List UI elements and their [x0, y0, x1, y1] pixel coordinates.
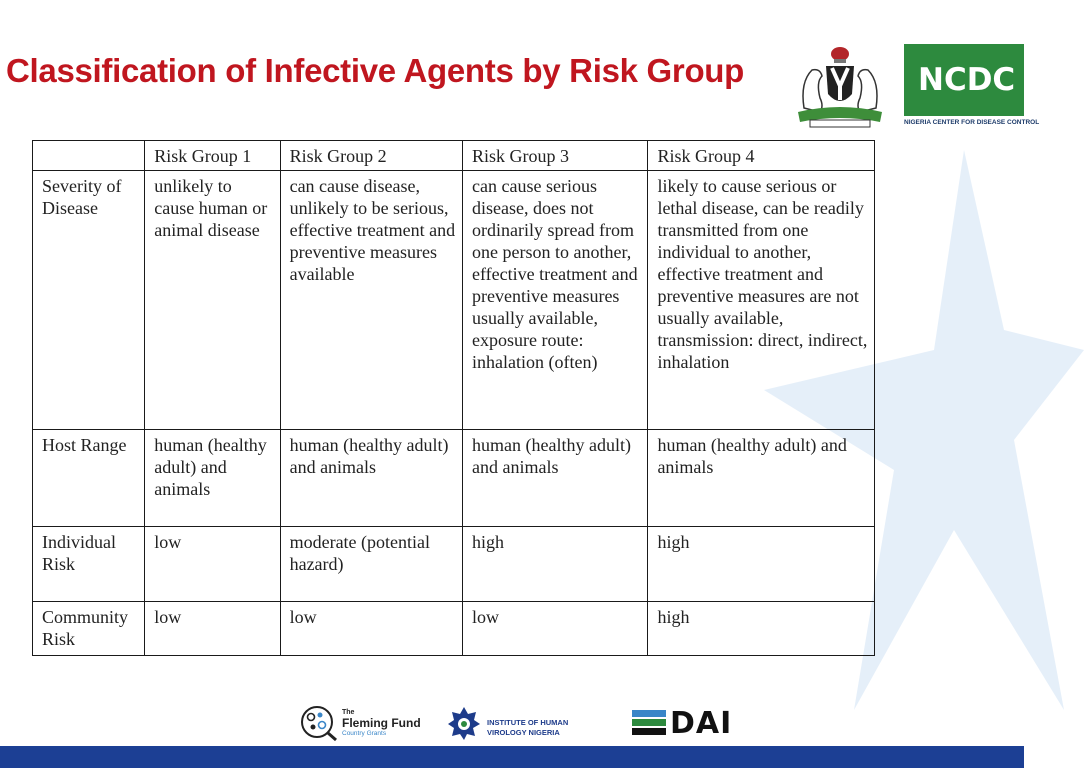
table-cell: low [145, 602, 280, 656]
partner-logos [0, 700, 1024, 746]
table-cell: likely to cause serious or lethal disease, can be readily transmitted from one individual to another, effective treatment and preventive measures are not usually available, transmission: direct, indirect, inhalation [648, 171, 875, 430]
header-cell-empty [33, 141, 145, 171]
table-cell: high [648, 527, 875, 602]
table-cell: high [648, 602, 875, 656]
table-cell: human (healthy adult) and animals [648, 430, 875, 527]
coat-of-arms-logo [790, 42, 890, 130]
table-cell: high [463, 527, 648, 602]
ncdc-logo [904, 44, 1040, 134]
header-cell-risk-group-4: Risk Group 4 [648, 141, 875, 171]
fleming-fund-logo [300, 705, 421, 741]
ihvn-icon [447, 706, 481, 740]
table-row-individual-risk [33, 527, 875, 602]
row-label: Host Range [33, 430, 145, 527]
header-cell-risk-group-3: Risk Group 3 [463, 141, 648, 171]
row-label: Individual Risk [33, 527, 145, 602]
table-cell: low [463, 602, 648, 656]
row-label: Severity of Disease [33, 171, 145, 430]
ihvn-text [487, 718, 568, 738]
table-row-community-risk [33, 602, 875, 656]
dai-logo [632, 706, 733, 741]
table-cell: can cause disease, unlikely to be serious, effective treatment and preventive measures available [280, 171, 462, 430]
table-cell: low [145, 527, 280, 602]
table-cell: unlikely to cause human or animal disease [145, 171, 280, 430]
fleming-fund-name: Fleming Fund [342, 716, 421, 730]
ihvn-line-2: VIROLOGY NIGERIA [487, 728, 560, 737]
header-cell-risk-group-1: Risk Group 1 [145, 141, 280, 171]
fleming-fund-subtitle: Country Grants [342, 730, 387, 737]
ncdc-logo-subtitle: NIGERIA CENTER FOR DISEASE CONTROL [904, 119, 1040, 126]
table-cell: can cause serious disease, does not ordinarily spread from one person to another, effective treatment and preventive measures usually available, exposure route: inhalation (often) [463, 171, 648, 430]
ncdc-logo-mark: NCDC [904, 44, 1024, 116]
table-header-row [33, 141, 875, 171]
footer-bar [0, 746, 1024, 768]
header-cell-risk-group-2: Risk Group 2 [280, 141, 462, 171]
table-row-severity [33, 171, 875, 430]
table-cell: moderate (potential hazard) [280, 527, 462, 602]
table-row-host-range [33, 430, 875, 527]
table-cell: human (healthy adult) and animals [145, 430, 280, 527]
table-cell: human (healthy adult) and animals [280, 430, 462, 527]
fleming-fund-the: The [342, 709, 355, 716]
ihvn-line-1: INSTITUTE OF HUMAN [487, 718, 569, 727]
table-cell: low [280, 602, 462, 656]
ihvn-logo [447, 706, 569, 742]
table-cell: human (healthy adult) and animals [463, 430, 648, 527]
fleming-fund-icon [300, 705, 338, 741]
row-label: Community Risk [33, 602, 145, 656]
dai-icon [632, 710, 666, 736]
risk-group-table [32, 140, 875, 656]
dai-text: DAI [670, 706, 733, 741]
page-title: Classification of Infective Agents by Risk Group [6, 52, 745, 89]
fleming-fund-text [342, 709, 421, 738]
